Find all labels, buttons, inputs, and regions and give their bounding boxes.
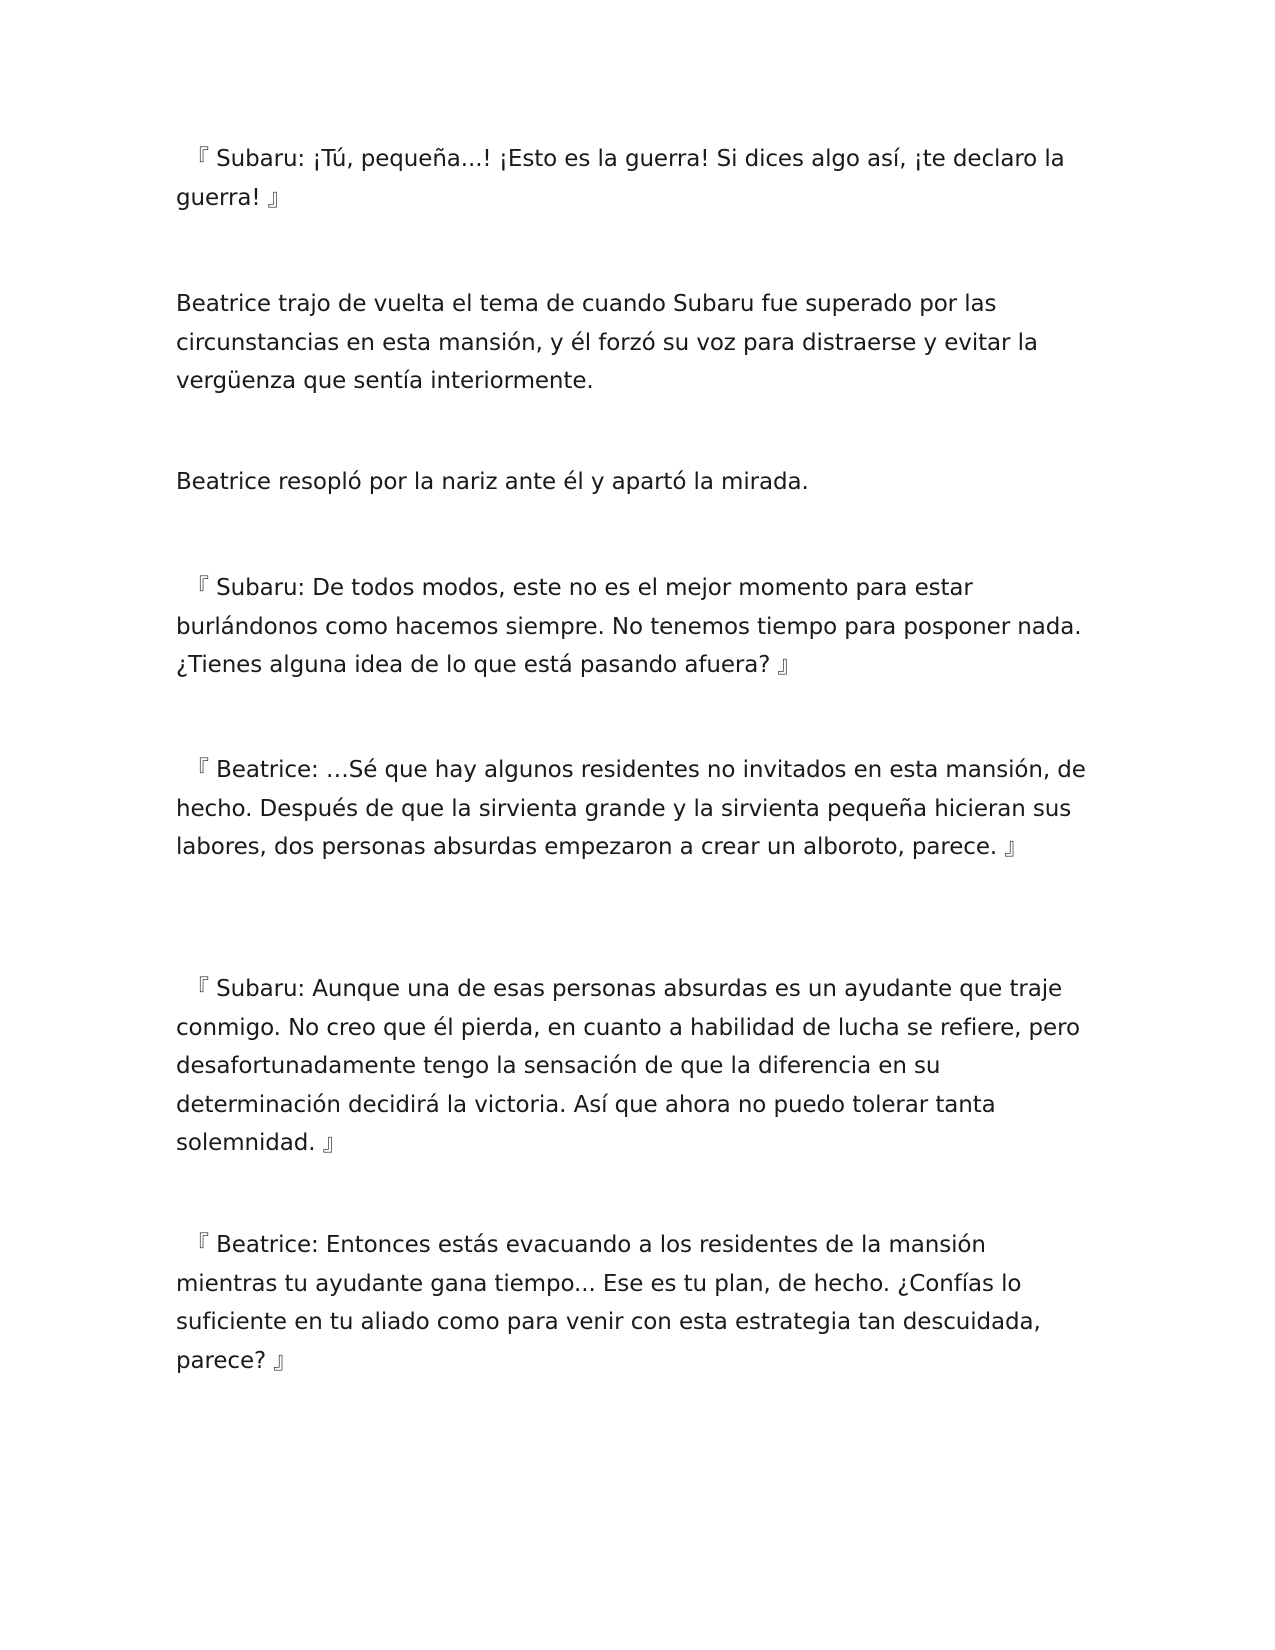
paragraph-subaru-no-time: 『 Subaru: De todos modos, este no es el mejor momento para estar burlándonos como hacemos siempre. No tenemos tiempo para posponer nada. ¿Tienes alguna idea de lo que está pasando afuera? 』: [176, 575, 1082, 678]
paragraph-subaru-war: 『 Subaru: ¡Tú, pequeña...! ¡Esto es la guerra! Si dices algo así, ¡te declaro la guerra! 』: [176, 146, 1065, 211]
paragraph-subaru-helper: 『 Subaru: Aunque una de esas personas absurdas es un ayudante que traje conmigo. No creo que él pierda, en cuanto a habilidad de lucha se refiere, pero desafortunadamente tengo la sensación de que la diferencia en su determinación decidirá la victoria. Así que ahora no puedo tolerar tanta solemnidad. 』: [176, 976, 1080, 1156]
paragraph-beatrice-residents: 『 Beatrice: …Sé que hay algunos residentes no invitados en esta mansión, de hecho. Después de que la sirvienta grande y la sirvienta pequeña hicieran sus labores, dos personas absurdas empezaron a crear un alboroto, parece. 』: [176, 757, 1086, 860]
paragraph-narration-snort: Beatrice resopló por la nariz ante él y apartó la mirada.: [176, 469, 809, 495]
paragraph-narration-embarrassment: Beatrice trajo de vuelta el tema de cuando Subaru fue superado por las circunstancias en esta mansión, y él forzó su voz para distraerse y evitar la vergüenza que sentía interiormente.: [176, 291, 1038, 394]
paragraph-beatrice-plan: 『 Beatrice: Entonces estás evacuando a los residentes de la mansión mientras tu ayudante gana tiempo... Ese es tu plan, de hecho. ¿Confías lo suficiente en tu aliado como para venir con esta estrategia tan descuidada, parece? 』: [176, 1232, 1041, 1374]
